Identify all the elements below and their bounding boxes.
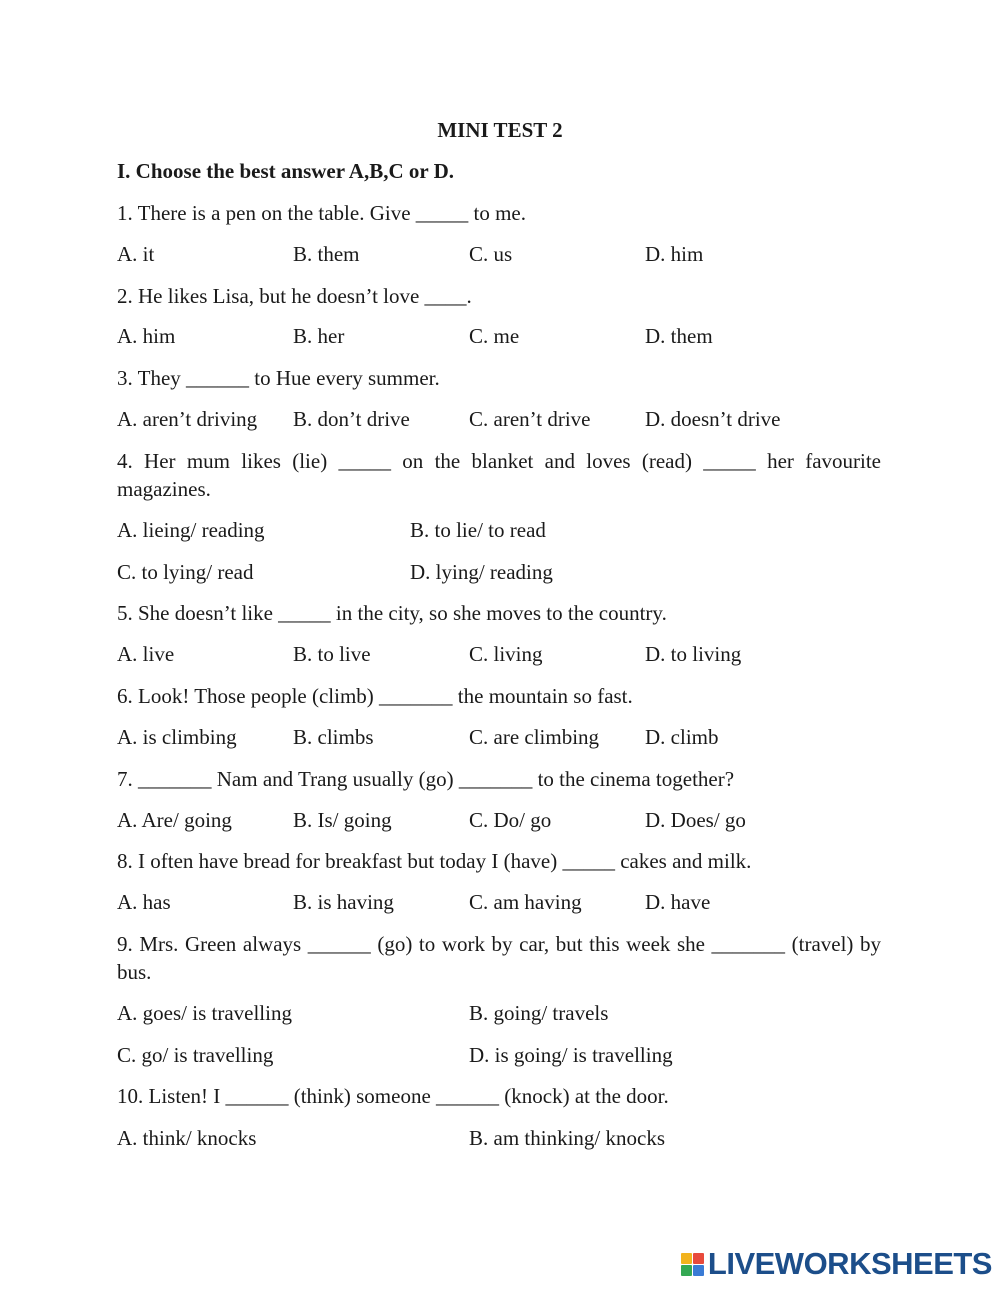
question-2: 2. He likes Lisa, but he doesn’t love ____.	[117, 284, 472, 308]
question-8: 8. I often have bread for breakfast but today I (have) _____ cakes and milk.	[117, 849, 752, 873]
q5-option-d[interactable]: D. to living	[645, 642, 742, 666]
q10-option-b[interactable]: B. am thinking/ knocks	[469, 1126, 665, 1150]
logo-text: LIVEWORKSHEETS	[707, 1246, 992, 1281]
question-5: 5. She doesn’t like _____ in the city, so she moves to the country.	[117, 601, 667, 625]
q8-option-b[interactable]: B. is having	[293, 890, 394, 914]
q4-option-a[interactable]: A. lieing/ reading	[117, 518, 265, 542]
question-10: 10. Listen! I ______ (think) someone ______ (knock) at the door.	[117, 1084, 669, 1108]
q6-option-c[interactable]: C. are climbing	[469, 725, 600, 749]
question-6: 6. Look! Those people (climb) _______ the mountain so fast.	[117, 684, 633, 708]
q10-option-a[interactable]: A. think/ knocks	[117, 1126, 257, 1150]
q4-option-c[interactable]: C. to lying/ read	[117, 560, 254, 584]
liveworksheets-logo	[681, 1247, 992, 1281]
q2-option-c[interactable]: C. me	[469, 324, 520, 348]
logo-block	[681, 1253, 692, 1264]
page-title: MINI TEST 2	[437, 118, 563, 142]
logo-blocks-icon	[681, 1253, 704, 1276]
q1-option-c[interactable]: C. us	[469, 242, 513, 266]
q9-option-c[interactable]: C. go/ is travelling	[117, 1043, 274, 1067]
q9-option-a[interactable]: A. goes/ is travelling	[117, 1001, 292, 1025]
question-7: 7. _______ Nam and Trang usually (go) _______ to the cinema together?	[117, 767, 735, 791]
q3-option-c[interactable]: C. aren’t drive	[469, 407, 591, 431]
question-1: 1. There is a pen on the table. Give _____ to me.	[117, 201, 527, 225]
q8-option-a[interactable]: A. has	[117, 890, 171, 914]
q3-option-a[interactable]: A. aren’t driving	[117, 407, 258, 431]
q6-option-b[interactable]: B. climbs	[293, 725, 374, 749]
q5-option-a[interactable]: A. live	[117, 642, 175, 666]
q2-option-d[interactable]: D. them	[645, 324, 713, 348]
section-heading: I. Choose the best answer A,B,C or D.	[117, 159, 454, 183]
q4-option-b[interactable]: B. to lie/ to read	[410, 518, 546, 542]
q3-option-b[interactable]: B. don’t drive	[293, 407, 410, 431]
question-3: 3. They ______ to Hue every summer.	[117, 366, 440, 390]
q2-option-a[interactable]: A. him	[117, 324, 176, 348]
q5-option-b[interactable]: B. to live	[293, 642, 371, 666]
question-4: 4. Her mum likes (lie) _____ on the blanket and loves (read) _____ her favourite magazines.	[117, 449, 881, 501]
q2-option-b[interactable]: B. her	[293, 324, 345, 348]
q8-option-c[interactable]: C. am having	[469, 890, 582, 914]
q8-option-d[interactable]: D. have	[645, 890, 711, 914]
q3-option-d[interactable]: D. doesn’t drive	[645, 407, 781, 431]
q6-option-a[interactable]: A. is climbing	[117, 725, 237, 749]
q1-option-a[interactable]: A. it	[117, 242, 155, 266]
q7-option-d[interactable]: D. Does/ go	[645, 808, 746, 832]
q7-option-c[interactable]: C. Do/ go	[469, 808, 552, 832]
logo-block	[693, 1253, 704, 1264]
q9-option-d[interactable]: D. is going/ is travelling	[469, 1043, 673, 1067]
q1-option-b[interactable]: B. them	[293, 242, 360, 266]
q9-option-b[interactable]: B. going/ travels	[469, 1001, 609, 1025]
q5-option-c[interactable]: C. living	[469, 642, 543, 666]
logo-block	[681, 1265, 692, 1276]
q6-option-d[interactable]: D. climb	[645, 725, 719, 749]
q7-option-b[interactable]: B. Is/ going	[293, 808, 392, 832]
q1-option-d[interactable]: D. him	[645, 242, 704, 266]
q4-option-d[interactable]: D. lying/ reading	[410, 560, 553, 584]
q7-option-a[interactable]: A. Are/ going	[117, 808, 232, 832]
question-9: 9. Mrs. Green always ______ (go) to work by car, but this week she _______ (travel) by bus.	[117, 932, 881, 984]
logo-block	[693, 1265, 704, 1276]
